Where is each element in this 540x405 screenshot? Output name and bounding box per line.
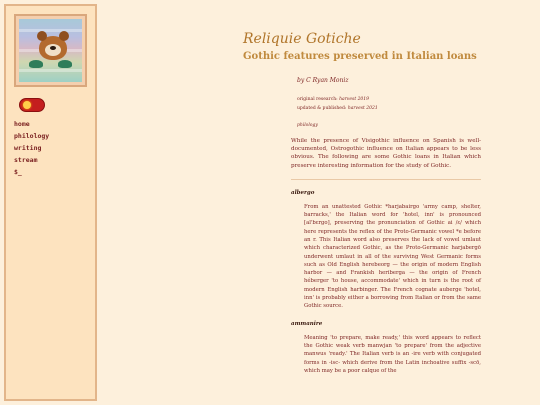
bear-avatar-icon [19, 19, 82, 82]
section-heading: ammanire [291, 320, 323, 327]
sidebar [4, 4, 97, 401]
original-date: harvest 2019 [339, 97, 370, 102]
avatar[interactable] [14, 14, 87, 87]
section-ammanire [243, 321, 483, 375]
theme-toggle[interactable] [19, 98, 45, 112]
nav-stream[interactable]: stream [14, 156, 38, 164]
tag-link[interactable]: philology [297, 123, 318, 128]
page-title: Reliquie Gotiche [243, 31, 361, 47]
divider [291, 179, 481, 180]
nav-shell[interactable]: $_ [14, 168, 22, 176]
section-albergo [243, 190, 483, 311]
updated-date: harvest 2021 [347, 106, 378, 111]
original-label: original research: [297, 97, 338, 102]
byline: by C Ryan Moniz [297, 77, 349, 84]
nav-writing[interactable]: writing [14, 144, 42, 152]
updated-label: updated & published: [297, 106, 347, 111]
section-text: Meaning 'to prepare, make ready,' this word appears to reflect the Gothic weak verb manwjan 'to prepare' from the adjective manwus 'ready.' The Italian verb is an -ire verb with conjugated forms in -isc- which derive from the Latin inchoative suffix -scō, which may be a poor calque of the [304, 334, 481, 374]
sidebar-nav [14, 118, 49, 178]
intro-paragraph: While the presence of Visigothic influence on Spanish is well-documented, Ostrogothic influence on Italian appears to be less obvious. The following are some Gothic loans in Italian which preserve interesting information for the study of Gothic. [291, 138, 481, 169]
article [243, 30, 483, 375]
page-subtitle: Gothic features preserved in Italian loans [243, 51, 477, 62]
section-text: From an unattested Gothic *harjabairgo 'army camp, shelter, barracks,' the Italian word for 'hotel, inn' is pronounced [al'bɛrɡo], preserving the pronunciation of Gothic ai /ɛ/ which here represents the reflex of the Proto-Germanic vowel *e before an r. This Italian word also preserves the lack of vowel umlaut which characterized Gothic, as the Proto-Germanic harjabergō underwent umlaut in all of the surviving West Germanic forms such as Old English herebeorg — the origin of modern English harbor — and Frankish heriberga — the origin of French héberger 'to house, accommodate' which in turn is the root of modern English harbinger. The French cognate auberge 'hotel, inn' is probably either a borrowing from Italian or from the same Gothic source. [304, 203, 481, 310]
article-dates [297, 95, 483, 113]
sun-icon [23, 101, 31, 109]
nav-home[interactable]: home [14, 120, 30, 128]
article-meta [297, 77, 483, 128]
nav-philology[interactable]: philology [14, 132, 50, 140]
section-heading: albergo [291, 189, 315, 196]
